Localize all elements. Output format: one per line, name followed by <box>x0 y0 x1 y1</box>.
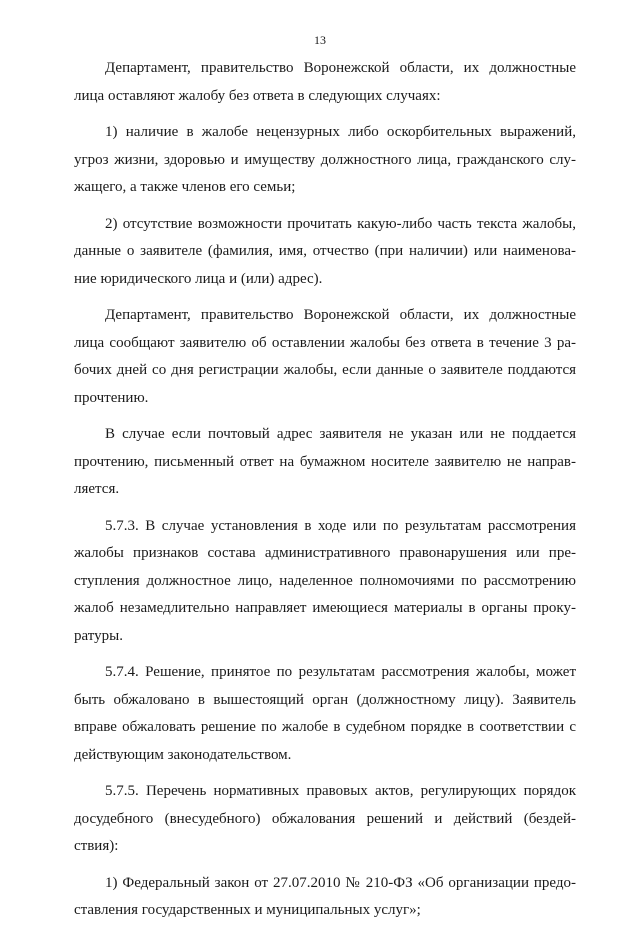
text-line: быть обжаловано в вышестоящий орган (должностному лицу). Заявитель <box>74 691 576 708</box>
page-number: 13 <box>314 33 326 47</box>
text-line: Департамент, правительство Воронежской области, их должностные <box>105 60 576 76</box>
text-line: 1) Федеральный закон от 27.07.2010 № 210-ФЗ «Об организации предо- <box>105 874 576 891</box>
text-line: 5.7.5. Перечень нормативных правовых актов, регулирующих порядок <box>105 783 576 799</box>
text-line: бочих дней со дня регистрации жалобы, если данные о заявителе поддаются <box>74 362 576 378</box>
text-line: угроз жизни, здоровью и имуществу должностного лица, гражданского слу- <box>74 151 576 168</box>
paragraph <box>74 659 576 769</box>
text-line: 2) отсутствие возможности прочитать какую-либо часть текста жалобы, <box>105 215 576 232</box>
paragraph <box>74 302 576 412</box>
text-line: 1) наличие в жалобе нецензурных либо оскорбительных выражений, <box>105 124 576 140</box>
text-line: лица оставляют жалобу без ответа в следующих случаях: <box>74 87 441 104</box>
text-line: ние юридического лица и (или) адрес). <box>74 270 323 287</box>
text-line: ляется. <box>74 481 120 497</box>
text-line: лица сообщают заявителю об оставлении жалобы без ответа в течение 3 ра- <box>74 334 576 351</box>
paragraph <box>74 513 576 651</box>
text-line: ствия): <box>74 838 119 854</box>
text-line: досудебного (внесудебного) обжалования решений и действий (бездей- <box>74 810 576 827</box>
text-line: жалоб незамедлительно направляет имеющиеся материалы в органы проку- <box>74 600 576 616</box>
text-line: ратуры. <box>74 627 123 644</box>
text-line: ставления государственных и муниципальных услуг»; <box>74 902 421 918</box>
paragraph <box>74 119 576 202</box>
text-line: прочтению, письменный ответ на бумажном носителе заявителю не направ- <box>74 453 576 470</box>
paragraph <box>74 211 576 294</box>
paragraph <box>74 778 576 861</box>
paragraph <box>74 55 576 110</box>
text-line: действующим законодательством. <box>74 746 292 763</box>
text-line: вправе обжаловать решение по жалобе в судебном порядке в соответствии с <box>74 719 576 735</box>
text-line: ступления должностное лицо, наделенное полномочиями по рассмотрению <box>74 572 576 589</box>
text-line: 5.7.3. В случае установления в ходе или по результатам рассмотрения <box>105 517 576 534</box>
text-line: данные о заявителе (фамилия, имя, отчество (при наличии) или наименова- <box>74 243 576 259</box>
text-line: прочтению. <box>74 389 149 406</box>
document-body <box>74 55 576 934</box>
paragraph <box>74 870 576 925</box>
text-line: В случае если почтовый адрес заявителя не указан или не поддается <box>105 426 576 442</box>
text-line: жащего, а также членов его семьи; <box>74 179 296 195</box>
text-line: жалобы признаков состава административного правонарушения или пре- <box>74 545 576 561</box>
text-line: Департамент, правительство Воронежской области, их должностные <box>105 307 576 323</box>
text-line: 5.7.4. Решение, принятое по результатам рассмотрения жалобы, может <box>105 664 576 680</box>
paragraph <box>74 421 576 504</box>
